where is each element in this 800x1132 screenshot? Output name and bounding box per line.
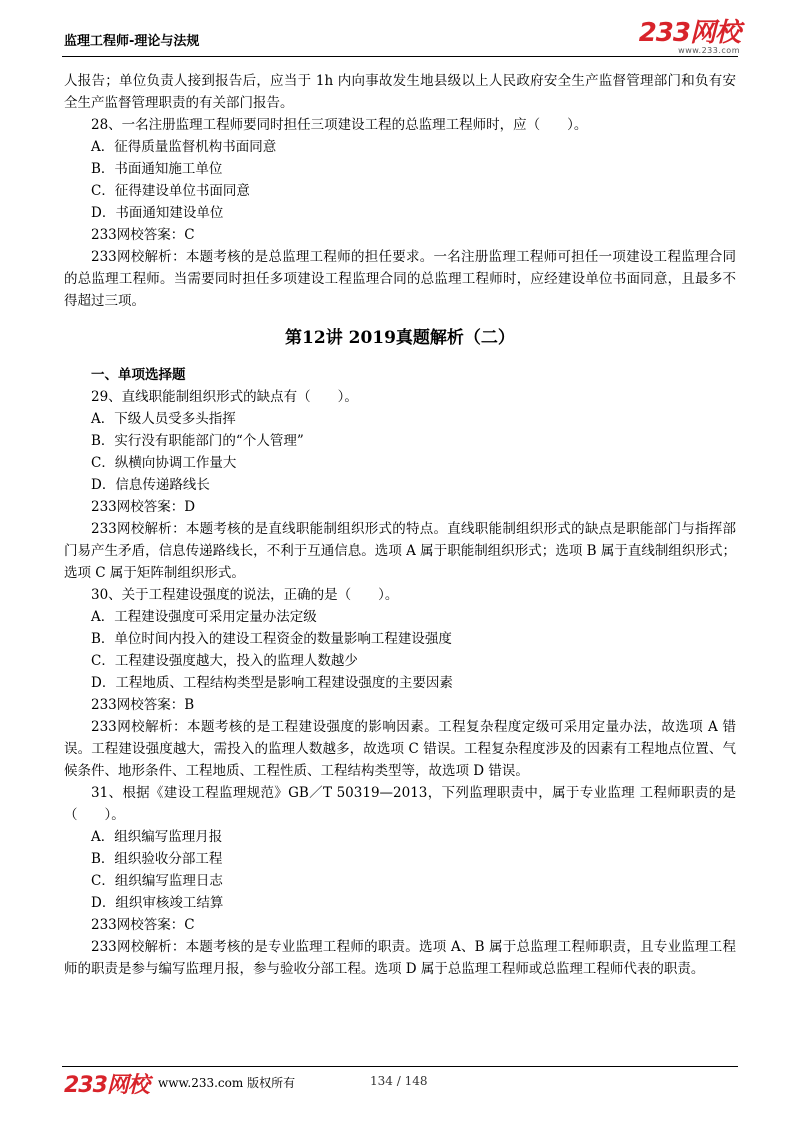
q30-analysis: 233网校解析：本题考核的是工程建设强度的影响因素。工程复杂程度定级可采用定量办法，故选项 A 错误。工程建设强度越大，需投入的监理人数越多，故选项 C 错误。工程复杂程度涉及的因素有工程地点位置、气候条件、地形条件、工程地质、工程性质、工程结构类型等，故选项 D 错误。 [64,719,736,779]
document-header-title: 监理工程师-理论与法规 [64,34,200,49]
q29-analysis: 233网校解析：本题考核的是直线职能制组织形式的特点。直线职能制组织形式的缺点是职能部门与指挥部门易产生矛盾，信息传递路线长，不利于互通信息。选项 A 属于职能制组织形式；选项 B 属于直线制组织形式；选项 C 属于矩阵制组织形式。 [64,521,736,581]
q30-answer: 233网校答案：B [91,697,195,713]
q31-analysis: 233网校解析：本题考核的是专业监理工程师的职责。选项 A、B 属于总监理工程师职责，且专业监理工程师的职责是参与编写监理月报，参与验收分部工程。选项 D 属于总监理工程师或总监理工程师代表的职责。 [64,939,736,977]
q29-option-d: D．信息传递路线长 [91,477,210,493]
header-divider [62,56,738,57]
logo-url: www.233.com [678,46,740,55]
q28-option-d: D．书面通知建设单位 [91,205,224,221]
question-29: 29、直线职能制组织形式的缺点有（ ）。 [91,389,358,405]
continued-paragraph: 人报告；单位负责人接到报告后，应当于 1h 内向事故发生地县级以上人民政府安全生产监督管理部门和负有安全生产监督管理职责的有关部门报告。 [64,73,736,111]
question-31: 31、根据《建设工程监理规范》GB／T 50319—2013，下列监理职责中，属于专业监理 工程师职责的是（ ）。 [64,785,736,823]
q31-option-a: A．组织编写监理月报 [91,829,223,845]
logo-text: 233网校 [638,18,740,48]
section-title: 一、单项选择题 [91,367,186,383]
page-number: 134 / 148 [370,1074,428,1088]
q30-option-b: B．单位时间内投入的建设工程资金的数量影响工程建设强度 [91,631,452,647]
q31-option-c: C．组织编写监理日志 [91,873,223,889]
q29-answer: 233网校答案：D [91,499,196,515]
footer-logo: 233网校 [64,1073,149,1098]
q29-option-c: C．纵横向协调工作量大 [91,455,237,471]
q31-answer: 233网校答案：C [91,917,195,933]
q30-option-d: D．工程地质、工程结构类型是影响工程建设强度的主要因素 [91,675,453,691]
q31-option-d: D．组织审核竣工结算 [91,895,224,911]
question-28: 28、一名注册监理工程师要同时担任三项建设工程的总监理工程师时，应（ ）。 [91,117,588,133]
footer-copyright: www.233.com 版权所有 [158,1076,296,1090]
q28-option-b: B．书面通知施工单位 [91,161,223,177]
q29-option-a: A．下级人员受多头指挥 [91,411,236,427]
page-content [64,70,736,980]
q29-option-b: B．实行没有职能部门的“个人管理” [91,433,304,449]
q31-option-b: B．组织验收分部工程 [91,851,223,867]
q28-analysis: 233网校解析：本题考核的是总监理工程师的担任要求。一名注册监理工程师可担任一项建设工程监理合同的总监理工程师。当需要同时担任多项建设工程监理合同的总监理工程师时，应经建设单位书面同意，且最多不得超过三项。 [64,249,736,309]
q28-answer: 233网校答案：C [91,227,195,243]
lecture-title: 第12讲 2019真题解析（二） [285,328,515,348]
q28-option-a: A．征得质量监督机构书面同意 [91,139,277,155]
footer-divider [62,1066,738,1067]
q30-option-c: C．工程建设强度越大，投入的监理人数越少 [91,653,358,669]
q28-option-c: C．征得建设单位书面同意 [91,183,250,199]
question-30: 30、关于工程建设强度的说法，正确的是（ ）。 [91,587,399,603]
q30-option-a: A．工程建设强度可采用定量办法定级 [91,609,317,625]
brand-logo [639,20,740,55]
